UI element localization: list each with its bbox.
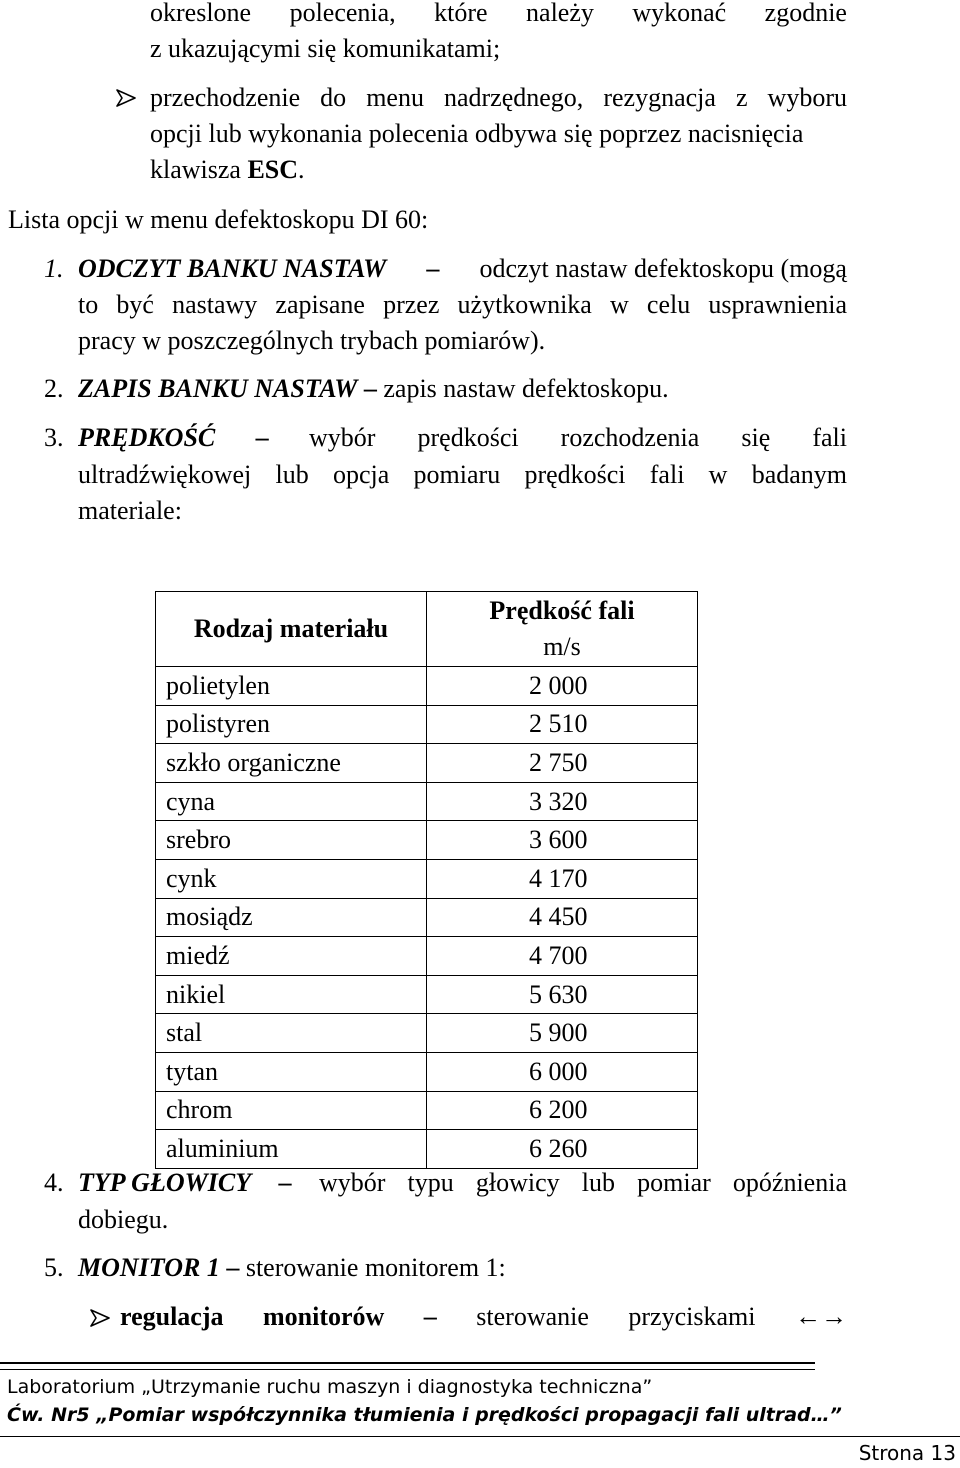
- material-cell: cynk: [156, 859, 427, 898]
- bullet-line-1: [150, 83, 847, 113]
- word: przyciskami: [628, 1302, 756, 1331]
- table-row: [156, 1130, 698, 1169]
- speed-cell: 4 170: [427, 859, 698, 898]
- dash: –: [426, 254, 440, 283]
- section-heading: Lista opcji w menu defektoskopu DI 60:: [8, 205, 429, 234]
- item-text: wybór typu głowicy lub pomiar opóźnienia: [318, 1168, 847, 1197]
- word: z: [735, 83, 748, 112]
- word: polecenia,: [289, 0, 396, 27]
- table-header-row: [156, 592, 698, 667]
- footer-line-2: Ćw. Nr5 „Pomiar współczynnika tłumienia i prędkości propagacji fali ultrad…”: [7, 1404, 842, 1426]
- word: należy: [526, 0, 594, 27]
- table-row: [156, 859, 698, 898]
- word: zgodnie: [764, 0, 847, 27]
- item-title: MONITOR 1: [78, 1253, 220, 1282]
- arrowhead-bullet-icon: [116, 89, 136, 107]
- word: monitorów: [262, 1302, 385, 1331]
- bullet-line-2: opcji lub wykonania polecenia odbywa się poprzez nacisnięcia: [150, 119, 804, 148]
- item-text: wybór prędkości rozchodzenia się fali: [308, 423, 847, 452]
- item-3-line-2: ultradźwiękowej lub opcja pomiaru prędkości fali w badanym: [78, 460, 847, 489]
- table-row: [156, 782, 698, 821]
- item-1-line-2: to być nastawy zapisane przez użytkownika w celu usprawnienia: [78, 290, 847, 319]
- material-cell: srebro: [156, 821, 427, 860]
- intro-line-2: z ukazującymi się komunikatami;: [150, 34, 501, 63]
- speed-cell: 2 750: [427, 744, 698, 783]
- word: które: [434, 0, 488, 27]
- page-number: Strona 13: [858, 1441, 956, 1465]
- item-number: 3.: [44, 423, 64, 452]
- arrowhead-bullet-icon: [90, 1309, 110, 1327]
- speed-cell: 6 000: [427, 1052, 698, 1091]
- table-row: [156, 1091, 698, 1130]
- table-row: [156, 705, 698, 744]
- word: regulacja: [120, 1302, 224, 1331]
- dash: –: [363, 374, 377, 403]
- material-cell: cyna: [156, 782, 427, 821]
- dash: –: [278, 1168, 292, 1197]
- speed-cell: 2 000: [427, 667, 698, 706]
- footer-line-1: Laboratorium „Utrzymanie ruchu maszyn i diagnostyka techniczna”: [7, 1376, 653, 1398]
- item-number: 1.: [44, 254, 64, 283]
- speed-cell: 6 260: [427, 1130, 698, 1169]
- item-3-line-1: [44, 423, 847, 453]
- table-row: [156, 667, 698, 706]
- item-number: 4.: [44, 1168, 64, 1197]
- item-5-line-1: [44, 1253, 506, 1283]
- material-cell: aluminium: [156, 1130, 427, 1169]
- word: menu: [366, 83, 424, 112]
- item-title: ZAPIS BANKU NASTAW: [78, 374, 358, 403]
- speed-header-title: Prędkość fali: [489, 596, 635, 625]
- item-title: TYP GŁOWICY: [78, 1168, 252, 1197]
- item-3-line-3: materiale:: [78, 496, 182, 525]
- item-4-line-2: dobiegu.: [78, 1205, 169, 1234]
- monitor-bullet-line: [120, 1302, 847, 1332]
- table-row: [156, 821, 698, 860]
- word: sterowanie: [476, 1302, 589, 1331]
- table-row: [156, 937, 698, 976]
- col-material-header: Rodzaj materiału: [156, 592, 427, 667]
- bullet-line-3: klawisza ESC.: [150, 155, 305, 184]
- item-text: sterowanie monitorem 1:: [245, 1253, 506, 1282]
- speed-header-unit: m/s: [543, 632, 581, 661]
- intro-line-1: [150, 0, 847, 28]
- material-cell: chrom: [156, 1091, 427, 1130]
- word: przechodzenie: [150, 83, 301, 112]
- speed-cell: 6 200: [427, 1091, 698, 1130]
- item-2-line-1: [44, 374, 669, 404]
- item-1-line-3: pracy w poszczególnych trybach pomiarów).: [78, 326, 546, 355]
- speed-cell: 3 600: [427, 821, 698, 860]
- table-row: [156, 898, 698, 937]
- item-number: 5.: [44, 1253, 64, 1282]
- esc-key-label: ESC: [247, 155, 299, 184]
- item-text: odczyt nastaw defektoskopu (mogą: [479, 254, 847, 283]
- word: rezygnacja: [603, 83, 716, 112]
- table-row: [156, 1052, 698, 1091]
- footer-rule: [0, 1436, 960, 1437]
- table-row: [156, 744, 698, 783]
- item-number: 2.: [44, 374, 64, 403]
- material-cell: polietylen: [156, 667, 427, 706]
- speed-cell: 2 510: [427, 705, 698, 744]
- speed-cell: 5 630: [427, 975, 698, 1014]
- material-cell: tytan: [156, 1052, 427, 1091]
- left-right-arrows-icon: ←→: [794, 1302, 847, 1331]
- word: do: [320, 83, 347, 112]
- word: wyboru: [767, 83, 847, 112]
- material-cell: polistyren: [156, 705, 427, 744]
- speed-cell: 3 320: [427, 782, 698, 821]
- material-cell: miedź: [156, 937, 427, 976]
- dash: –: [423, 1302, 437, 1331]
- speed-cell: 4 700: [427, 937, 698, 976]
- word: okreslone: [150, 0, 252, 27]
- material-cell: szkło organiczne: [156, 744, 427, 783]
- item-title: PRĘDKOŚĆ: [78, 423, 216, 452]
- item-title: ODCZYT BANKU NASTAW: [78, 254, 387, 283]
- word: nadrzędnego,: [443, 83, 584, 112]
- table-row: [156, 1014, 698, 1053]
- material-cell: nikiel: [156, 975, 427, 1014]
- table-row: [156, 975, 698, 1014]
- col-speed-header: [427, 592, 698, 667]
- material-speed-table: [155, 591, 698, 1169]
- word: wykonać: [632, 0, 727, 27]
- material-cell: stal: [156, 1014, 427, 1053]
- item-4-line-1: [44, 1168, 847, 1198]
- dash: –: [255, 423, 269, 452]
- footer-double-rule: [0, 1362, 815, 1370]
- speed-cell: 5 900: [427, 1014, 698, 1053]
- item-text: zapis nastaw defektoskopu.: [383, 374, 669, 403]
- item-1-line-1: [44, 254, 847, 284]
- speed-cell: 4 450: [427, 898, 698, 937]
- material-cell: mosiądz: [156, 898, 427, 937]
- dash: –: [226, 1253, 240, 1282]
